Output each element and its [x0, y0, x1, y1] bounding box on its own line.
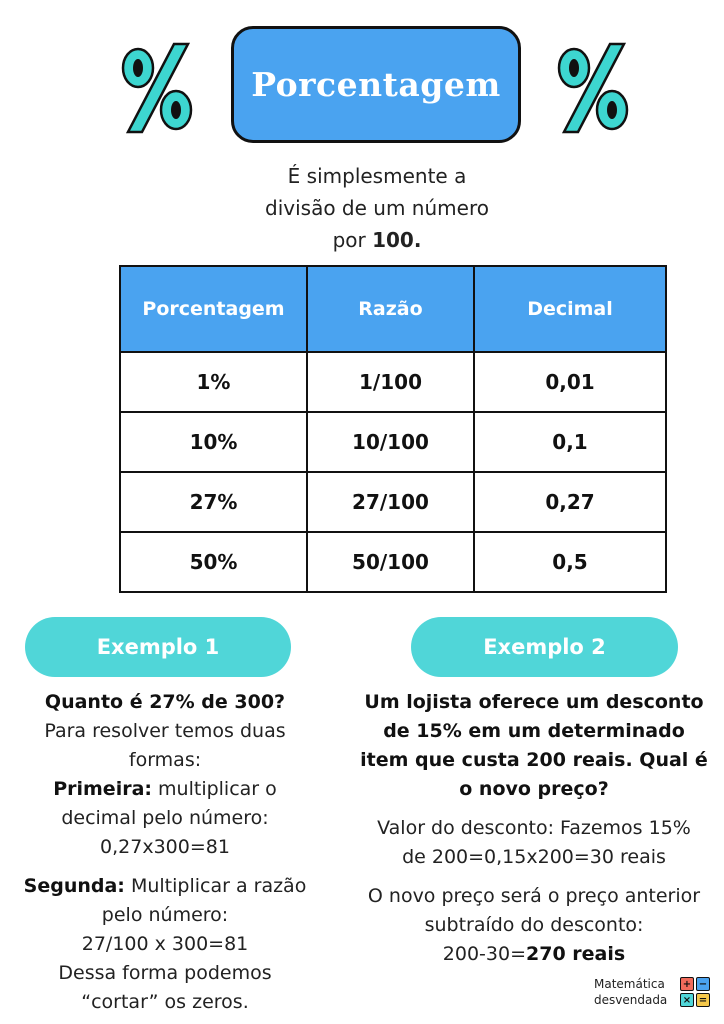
table-row: [120, 352, 666, 412]
intro-text: [200, 160, 554, 256]
intro-line-1: É simplesmente a: [287, 164, 467, 188]
example-2-label: Exemplo 2: [411, 617, 678, 677]
table-cell: 0,5: [474, 532, 666, 592]
brand-name: [594, 976, 667, 1008]
table-cell: 1/100: [307, 352, 474, 412]
table-cell: 0,27: [474, 472, 666, 532]
example-2-body: [356, 688, 712, 969]
example-1-first-calc: 0,27x300=81: [100, 836, 230, 858]
second-method-text: Multiplicar a razão pelo número:: [101, 875, 307, 926]
second-method-label: Segunda:: [23, 875, 125, 897]
intro-line-3-prefix: por: [332, 228, 373, 252]
result-prefix: 200-30=: [442, 943, 527, 965]
example-1-body: [22, 688, 308, 1017]
table-cell: 10%: [120, 412, 307, 472]
table-cell: 0,1: [474, 412, 666, 472]
table-cell: 50/100: [307, 532, 474, 592]
brand-footer: [594, 976, 714, 1012]
example-1-label: Exemplo 1: [25, 617, 291, 677]
calculator-logo-icon: + − × =: [680, 977, 710, 1007]
example-1-intro: Para resolver temos duas formas:: [44, 720, 286, 771]
header-decimal: Decimal: [474, 266, 666, 352]
example-1-first-method: [22, 775, 308, 833]
intro-line-3-bold: 100.: [372, 228, 422, 252]
example-2-question: Um lojista oferece um desconto de 15% em um determinado item que custa 200 reais. Qual é o novo preço?: [360, 691, 708, 800]
intro-line-3: [200, 224, 554, 256]
table-row: [120, 472, 666, 532]
example-1-question: Quanto é 27% de 300?: [44, 691, 286, 713]
percentage-table: [119, 265, 667, 593]
table-cell: 1%: [120, 352, 307, 412]
brand-line-1: Matemática: [594, 977, 665, 991]
first-method-text: multiplicar o decimal pelo número:: [61, 778, 277, 829]
example-1-closing: Dessa forma podemos “cortar” os zeros.: [58, 962, 272, 1013]
table-header-row: [120, 266, 666, 352]
table-cell: 27%: [120, 472, 307, 532]
table-cell: 10/100: [307, 412, 474, 472]
example-1-second-method: [22, 872, 308, 930]
page-title: Porcentagem: [251, 65, 501, 104]
example-2-explanation: O novo preço será o preço anterior subtraído do desconto:: [367, 885, 701, 936]
percent-icon: [112, 38, 202, 138]
percent-icon: [548, 38, 638, 138]
table-cell: 0,01: [474, 352, 666, 412]
example-2-discount: Valor do desconto: Fazemos 15% de 200=0,15x200=30 reais: [377, 817, 691, 868]
example-2-result: [356, 940, 712, 969]
header-ratio: Razão: [307, 266, 474, 352]
brand-line-2: desvendada: [594, 993, 668, 1007]
table-row: [120, 412, 666, 472]
intro-line-2: divisão de um número: [265, 196, 489, 220]
table-cell: 50%: [120, 532, 307, 592]
table-row: [120, 532, 666, 592]
first-method-label: Primeira:: [53, 778, 152, 800]
result-bold: 270 reais: [526, 943, 626, 965]
example-1-second-calc: 27/100 x 300=81: [81, 933, 249, 955]
table-cell: 27/100: [307, 472, 474, 532]
header-percentage: Porcentagem: [120, 266, 307, 352]
title-banner: [231, 26, 521, 143]
